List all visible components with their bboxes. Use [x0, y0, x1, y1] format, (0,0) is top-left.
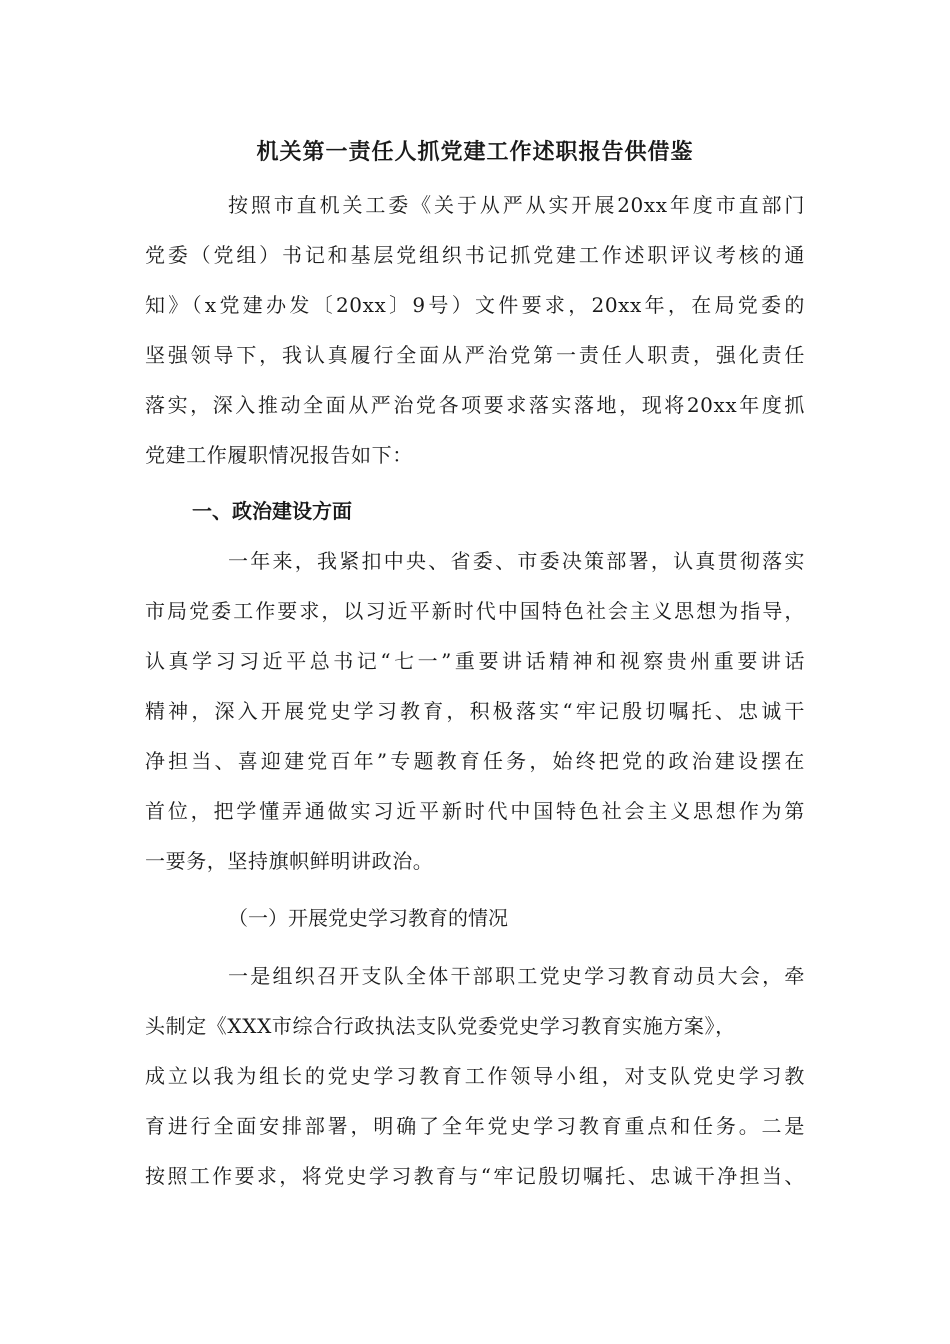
section1-line: 精神，深入开展党史学习教育，积极落实“牢记殷切嘱托、忠诚干 [145, 699, 805, 723]
subsection1-line: 头制定《XXX市综合行政执法支队党委党史学习教育实施方案》， [145, 1014, 736, 1038]
subsection1-line: 一是组织召开支队全体干部职工党史学习教育动员大会，牵 [228, 964, 805, 988]
section-heading: 一、政治建设方面 [192, 499, 352, 523]
subsection-heading: （一）开展党史学习教育的情况 [228, 906, 508, 930]
intro-line: 党建工作履职情况报告如下： [145, 443, 413, 467]
section1-line: 首位，把学懂弄通做实习近平新时代中国特色社会主义思想作为第 [145, 799, 805, 823]
intro-line: 党委（党组）书记和基层党组织书记抓党建工作述职评议考核的通 [145, 243, 805, 267]
document-title: 机关第一责任人抓党建工作述职报告供借鉴 [256, 139, 694, 165]
section1-line: 一要务，坚持旗帜鲜明讲政治。 [145, 849, 434, 873]
intro-line: 坚强领导下，我认真履行全面从严治党第一责任人职责，强化责任 [145, 343, 805, 367]
section1-line: 一年来，我紧扣中央、省委、市委决策部署，认真贯彻落实 [228, 549, 805, 573]
intro-line: 知》（x党建办发〔20xx〕9号）文件要求，20xx年，在局党委的 [145, 293, 805, 317]
intro-line: 落实，深入推动全面从严治党各项要求落实落地，现将20xx年度抓 [145, 393, 805, 417]
section1-line: 净担当、喜迎建党百年”专题教育任务，始终把党的政治建设摆在 [145, 749, 805, 773]
subsection1-line: 按照工作要求，将党史学习教育与“牢记殷切嘱托、忠诚干净担当、 [145, 1164, 805, 1188]
subsection1-line: 成立以我为组长的党史学习教育工作领导小组，对支队党史学习教 [145, 1064, 805, 1088]
section1-line: 市局党委工作要求，以习近平新时代中国特色社会主义思想为指导， [145, 599, 805, 623]
intro-line: 按照市直机关工委《关于从严从实开展20xx年度市直部门 [228, 193, 805, 217]
subsection1-line: 育进行全面安排部署，明确了全年党史学习教育重点和任务。二是 [145, 1114, 805, 1138]
section1-line: 认真学习习近平总书记“七一”重要讲话精神和视察贵州重要讲话 [145, 649, 805, 673]
